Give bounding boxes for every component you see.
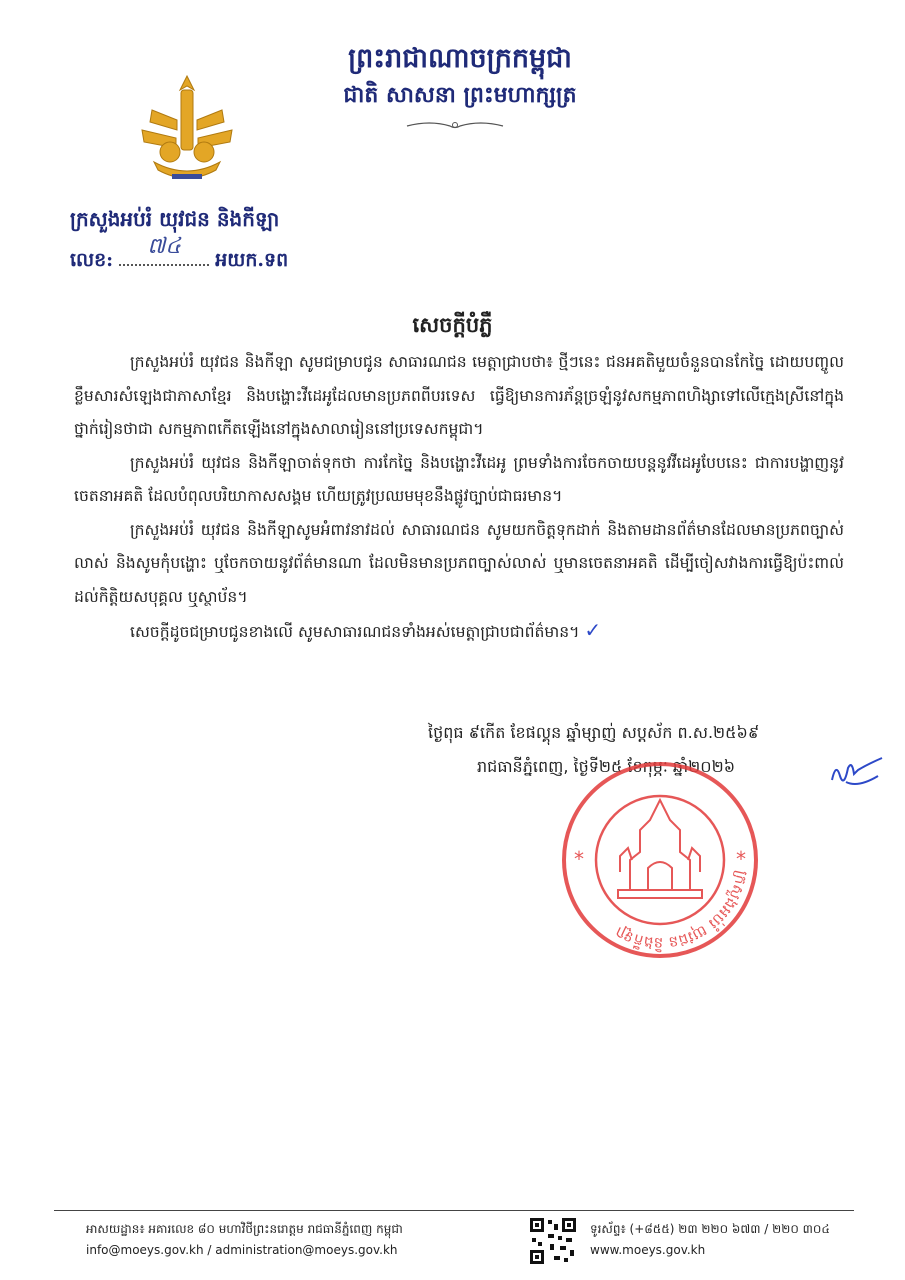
paragraph-1: ក្រសួងអប់រំ យុវជន និងកីឡា សូមជម្រាបជូន សាធារណជន មេត្តាជ្រាបថា៖ ថ្មីៗនេះ ជនអគតិមួយចំនួនបានកែច្នៃ ដោយបញ្ចូលខ្លឹមសារសំឡេងជាភាសាខ្មែរ និងបង្ហោះវីដេអូដែលមានប្រភពពីបរទេស ធ្វើឱ្យមានការភ័ន្តច្រឡំនូវសកម្មភាពហិង្សាទៅលើក្មេងស្រីនៅក្នុងថ្នាក់រៀនថាជា សកម្មភាពកើតឡើងនៅក្នុងសាលារៀននៅប្រទេសកម្ពុជា។ [74, 353, 844, 438]
solar-date: រាជធានីភ្នំពេញ, ថ្ងៃទី២៥ ខែកុម្ភៈ ឆ្នាំ២០២៦ [477, 757, 736, 776]
kingdom-motto: ជាតិ សាសនា ព្រះមហាក្សត្រ [343, 82, 577, 108]
footer-website[interactable]: www.moeys.gov.kh [590, 1243, 706, 1257]
svg-text:*: * [736, 847, 746, 871]
paragraph-3: ក្រសួងអប់រំ យុវជន និងកីឡាសូមអំពាវនាវដល់ សាធារណជន សូមយកចិត្តទុកដាក់ និងតាមដានព័ត៌មានដែលមានប្រភពច្បាស់លាស់ និងសូមកុំបង្ហោះ ឬចែកចាយនូវព័ត៌មានណា ដែលមិនមានប្រភពច្បាស់លាស់ ឬមានចេតនាអគតិ ដើម្បីចៀសវាងការធ្វើឱ្យប៉ះពាល់ដល់កិត្តិយសបុគ្គល ឬស្ថាប័ន។ [74, 520, 844, 606]
document-body [74, 346, 844, 650]
paragraph-2: ក្រសួងអប់រំ យុវជន និងកីឡាចាត់ទុកថា ការកែច្នៃ និងបង្ហោះវីដេអូ ព្រមទាំងការចែកចាយបន្តនូវវីដេអូបែបនេះ ជាការបង្ហាញនូវចេតនាអគតិ ដែលបំពុលបរិយាកាសសង្គម ហើយត្រូវប្រឈមមុខនឹងផ្លូវច្បាប់ជាធរមាន។ [74, 453, 844, 505]
ministry-name: ក្រសួងអប់រំ យុវជន និងកីឡា [70, 207, 280, 231]
ref-label: លេខ: [70, 249, 114, 271]
kingdom-title: ព្រះរាជាណាចក្រកម្ពុជា [348, 43, 572, 74]
seal-text: ក្រសួងអប់រំ យុវជន និងកីឡា [612, 868, 752, 953]
ref-suffix: អយក.ទព [215, 249, 289, 271]
check-mark-icon: ✓ [584, 618, 602, 642]
footer-emails[interactable]: info@moeys.gov.kh / administration@moeys.gov.kh [86, 1243, 398, 1257]
footer-divider [54, 1210, 854, 1211]
paragraph-4-text: សេចក្តីដូចជម្រាបជូនខាងលើ សូមសាធារណជនទាំងអស់មេត្តាជ្រាបជាព័ត៌មាន។ [130, 623, 580, 641]
qr-code-icon[interactable] [528, 1216, 578, 1266]
signature-icon [828, 752, 888, 796]
ministry-logo-icon [132, 70, 242, 190]
footer-address: អាសយដ្ឋាន៖ អគារលេខ ៨០ មហាវិថីព្រះនរោត្តម រាជធានីភ្នំពេញ កម្ពុជា [86, 1222, 403, 1236]
document-title: សេចក្តីបំភ្លឺ [412, 312, 493, 337]
kingdom-header [300, 40, 620, 112]
ref-number-field [119, 234, 209, 266]
lunar-date: ថ្ងៃពុធ ៩កើត ខែផល្គុន ឆ្នាំម្សាញ់ សប្តស័ក ព.ស.២៥៦៩ [428, 723, 760, 742]
ref-number: ៧៤ [147, 234, 181, 259]
svg-text:*: * [574, 847, 584, 871]
ministry-seal-icon [560, 760, 760, 960]
footer-phone: ទូរស័ព្ទ៖ (+៨៥៥) ២៣ ២២០ ៦៧៣ / ២២០ ៣០៤ [590, 1222, 830, 1236]
paragraph-4 [74, 614, 844, 650]
ornament-divider-icon [405, 118, 505, 132]
reference-number [70, 234, 289, 276]
